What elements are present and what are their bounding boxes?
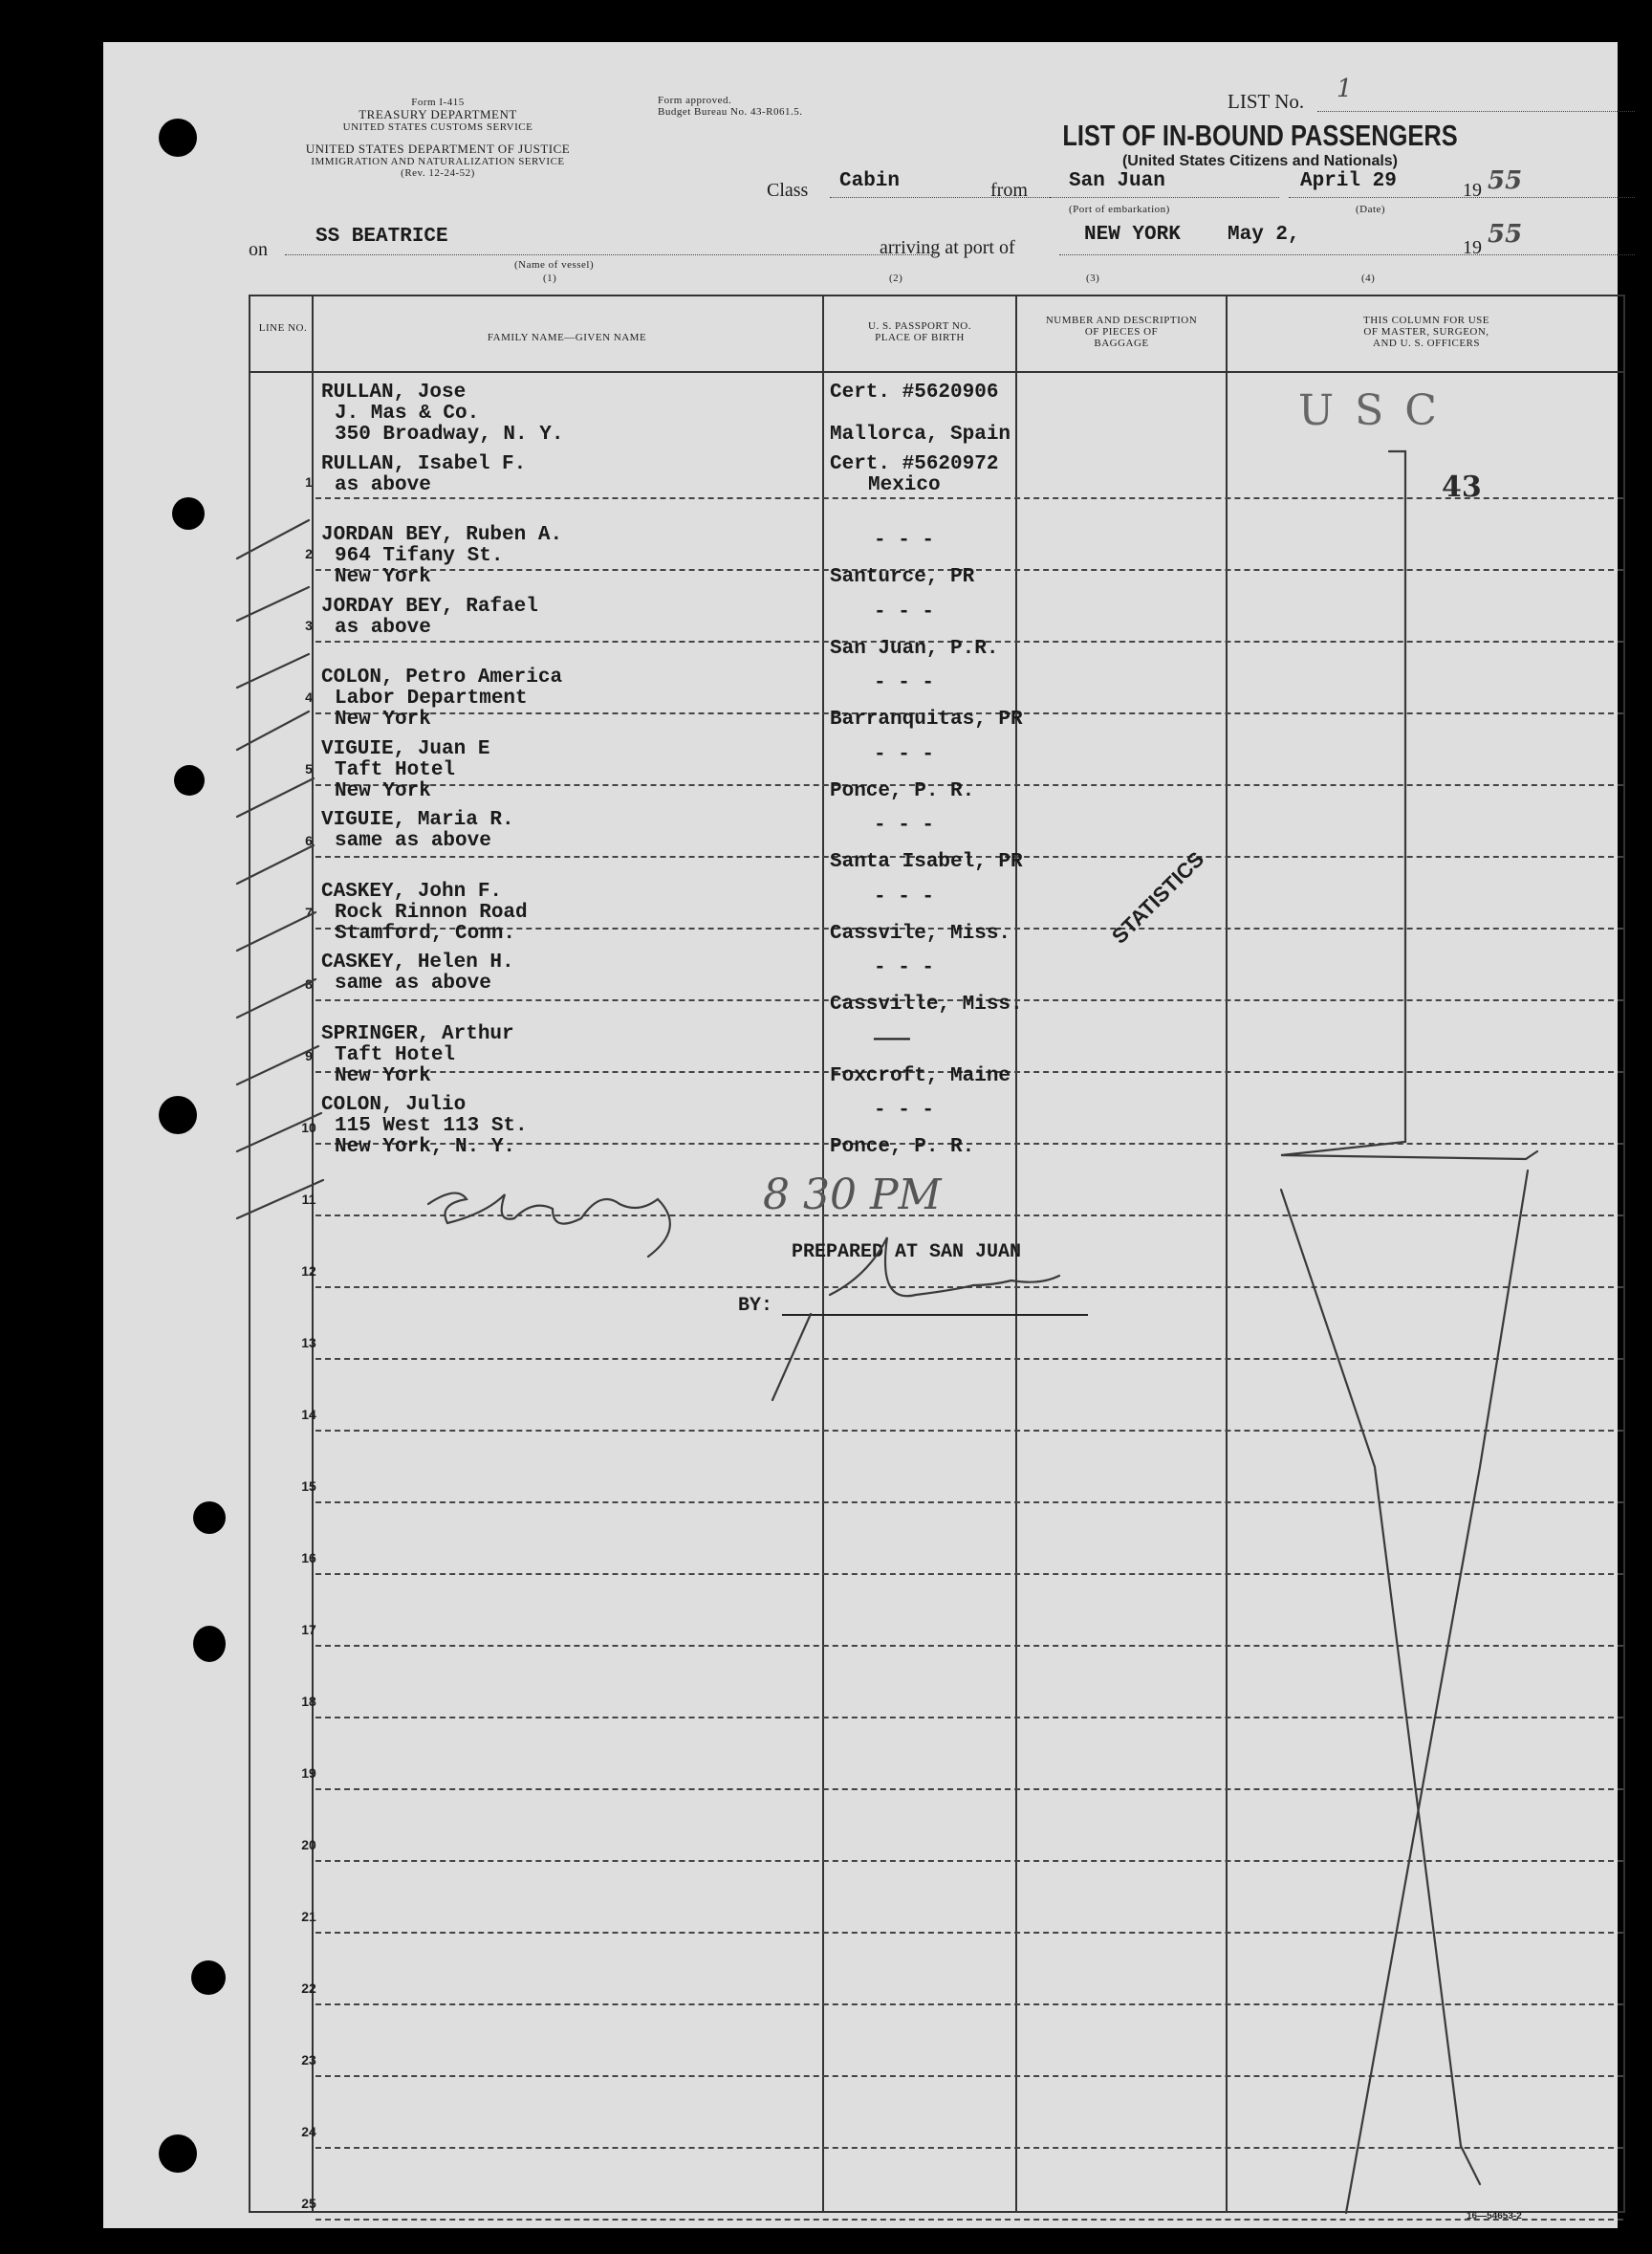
embarkation-year: 55 xyxy=(1488,166,1523,195)
by-label: BY: xyxy=(738,1295,773,1317)
arrival-year-prefix: 19 xyxy=(1463,237,1482,258)
place-of-birth: Santurce, PR xyxy=(830,566,975,588)
place-of-birth: San Juan, P.R. xyxy=(830,637,999,660)
col-header-baggage-3: BAGGAGE xyxy=(1094,338,1149,349)
col1-note: (1) xyxy=(543,273,557,284)
passenger-address-line-1: as above xyxy=(335,473,431,496)
col-header-birth: PLACE OF BIRTH xyxy=(875,332,965,343)
passenger-address-line-1: Taft Hotel xyxy=(335,1043,456,1066)
passenger-address-line-1: Rock Rinnon Road xyxy=(335,901,528,924)
col-header-line-no: LINE NO. xyxy=(258,322,308,334)
customs-label: UNITED STATES CUSTOMS SERVICE xyxy=(342,121,533,133)
passenger-address-line-1: as above xyxy=(335,616,431,639)
passenger-name: VIGUIE, Maria R. xyxy=(321,809,514,831)
treasury-label: TREASURY DEPARTMENT xyxy=(359,107,517,121)
passenger-address-line-1: Taft Hotel xyxy=(335,758,456,781)
line-number: 25 xyxy=(301,2196,316,2211)
arrival-date: May 2, xyxy=(1228,224,1300,246)
line-number: 12 xyxy=(301,1263,316,1279)
passport-number: - - - xyxy=(874,743,935,766)
arriving-label: arriving at port of xyxy=(880,237,1015,258)
passenger-address-line-2: New York xyxy=(335,1064,431,1087)
passport-number: - - - xyxy=(874,957,935,979)
passenger-address-line-1: Labor Department xyxy=(335,688,528,710)
line-number: 13 xyxy=(301,1335,316,1350)
punch-hole xyxy=(174,765,205,796)
line-number: 22 xyxy=(301,1980,316,1996)
form-number: Form I-415 xyxy=(411,97,465,108)
from-label: from xyxy=(990,180,1028,201)
page-title: LIST OF IN-BOUND PASSENGERS xyxy=(1062,119,1458,152)
place-of-birth: Mallorca, Spain xyxy=(830,424,1011,446)
place-of-birth: Foxcroft, Maine xyxy=(830,1064,1011,1087)
punch-hole xyxy=(159,1096,197,1134)
bracket-mark xyxy=(1281,451,1537,1159)
col3-note: (3) xyxy=(1086,273,1100,284)
line-number: 1 xyxy=(305,474,313,490)
line-number: 3 xyxy=(305,618,313,633)
line-number: 23 xyxy=(301,2052,316,2068)
passenger-name: CASKEY, John F. xyxy=(321,880,503,903)
passenger-name: SPRINGER, Arthur xyxy=(321,1022,514,1045)
passenger-address-line-1: same as above xyxy=(335,830,491,852)
passenger-address-line-1: 115 West 113 St. xyxy=(335,1115,528,1137)
line-number: 5 xyxy=(305,761,313,777)
line-number: 14 xyxy=(301,1407,316,1422)
passenger-name: RULLAN, Isabel F. xyxy=(321,452,527,475)
punch-hole xyxy=(193,1501,226,1534)
line-number: 15 xyxy=(301,1478,316,1494)
passenger-name: JORDAY BEY, Rafael xyxy=(321,595,538,618)
class-label: Class xyxy=(767,180,809,201)
col-header-officers-1: THIS COLUMN FOR USE xyxy=(1362,315,1490,326)
passport-number: ——— xyxy=(874,1028,910,1051)
passenger-address-line-1: same as above xyxy=(335,973,491,995)
line-number: 8 xyxy=(305,976,313,992)
punch-hole xyxy=(191,1960,226,1995)
doj-label: UNITED STATES DEPARTMENT OF JUSTICE xyxy=(305,142,571,156)
passport-number: - - - xyxy=(874,530,935,552)
place-of-birth: Ponce, P. R. xyxy=(830,779,975,802)
passport-number: - - - xyxy=(874,886,935,908)
port-embarkation-note: (Port of embarkation) xyxy=(1069,204,1170,215)
prepared-at-label: PREPARED AT SAN JUAN xyxy=(792,1241,1022,1263)
vessel-name: SS BEATRICE xyxy=(315,226,448,248)
passenger-address-line-1: J. Mas & Co. xyxy=(335,403,480,425)
passenger-name: COLON, Petro America xyxy=(321,667,563,689)
passenger-name: JORDAN BEY, Ruben A. xyxy=(321,524,563,546)
embarkation-port: San Juan xyxy=(1069,170,1165,192)
line-number: 10 xyxy=(301,1120,316,1135)
on-label: on xyxy=(249,239,268,260)
line-number: 20 xyxy=(301,1837,316,1852)
line-number: 2 xyxy=(305,546,313,561)
line-number: 6 xyxy=(305,833,313,848)
time-annotation: 8 30 PM xyxy=(763,1171,942,1219)
place-of-birth: Barranquitas, PR xyxy=(830,709,1023,731)
passport-number: - - - xyxy=(874,815,935,837)
line-number: 17 xyxy=(301,1622,316,1637)
signature-scrawl-1 xyxy=(428,1193,670,1257)
tally-marks xyxy=(237,520,323,1218)
passenger-name: VIGUIE, Juan E xyxy=(321,737,490,760)
line-number: 18 xyxy=(301,1694,316,1709)
revision-label: (Rev. 12-24-52) xyxy=(401,167,475,179)
col4-note: (4) xyxy=(1361,273,1376,284)
line-number: 11 xyxy=(301,1192,316,1207)
place-of-birth: Cassville, Miss. xyxy=(830,994,1023,1016)
ins-label: IMMIGRATION AND NATURALIZATION SERVICE xyxy=(311,156,565,167)
passenger-address-line-2: New York, N. Y. xyxy=(335,1136,516,1158)
col-header-passport: U. S. PASSPORT NO. xyxy=(868,320,971,332)
usc-annotation: USC xyxy=(1298,386,1458,435)
passenger-address-line-1: 964 Tifany St. xyxy=(335,545,504,567)
line-number: 7 xyxy=(305,905,313,920)
passport-number: - - - xyxy=(874,1100,935,1122)
arrival-year: 55 xyxy=(1488,220,1523,249)
embarkation-date: April 29 xyxy=(1300,170,1397,192)
line-number: 21 xyxy=(301,1909,316,1924)
line-number: 24 xyxy=(301,2124,316,2139)
place-of-birth: Santa Isabel, PR xyxy=(830,851,1023,873)
cross-stroke-left xyxy=(1281,1190,1461,2146)
passenger-name: CASKEY, Helen H. xyxy=(321,952,514,974)
passenger-name: COLON, Julio xyxy=(321,1094,467,1116)
passport-number: - - - xyxy=(874,601,935,624)
budget-bureau-line: Budget Bureau No. 43-R061.5. xyxy=(658,106,803,118)
list-no-label: LIST No. xyxy=(1228,90,1305,113)
col2-note: (2) xyxy=(889,273,903,284)
signature-scrawl-2 xyxy=(772,1237,1059,1400)
year-prefix: 19 xyxy=(1463,180,1482,201)
passenger-address-line-2: Stamford, Conn. xyxy=(335,922,516,945)
col-header-officers-3: AND U. S. OFFICERS xyxy=(1373,338,1480,349)
class-value: Cabin xyxy=(839,170,901,192)
cross-stroke-right xyxy=(1346,1171,1528,2213)
vessel-note: (Name of vessel) xyxy=(514,259,595,271)
passenger-address-line-2: 350 Broadway, N. Y. xyxy=(335,424,564,446)
count-annotation: 43 xyxy=(1442,470,1482,504)
col-header-officers-2: OF MASTER, SURGEON, xyxy=(1363,326,1489,338)
passport-number: Cert. #5620972 xyxy=(830,452,999,475)
place-of-birth: Ponce, P. R. xyxy=(830,1136,975,1158)
arrival-port: NEW YORK xyxy=(1084,224,1181,246)
punch-hole xyxy=(159,2134,197,2173)
line-number: 19 xyxy=(301,1765,316,1781)
line-number: 9 xyxy=(305,1048,313,1063)
footer-code: 16—54653-2 xyxy=(1467,2211,1522,2221)
line-number: 4 xyxy=(305,689,313,705)
punch-hole xyxy=(159,119,197,157)
col-header-baggage-1: NUMBER AND DESCRIPTION xyxy=(1045,315,1198,326)
passenger-name: RULLAN, Jose xyxy=(321,382,467,404)
date-note: (Date) xyxy=(1356,204,1386,215)
col-header-name: FAMILY NAME—GIVEN NAME xyxy=(487,332,647,343)
passenger-address-line-2: New York xyxy=(335,779,431,802)
place-of-birth: Mexico xyxy=(868,473,941,496)
place-of-birth: Cassvile, Miss. xyxy=(830,922,1011,945)
passport-number: Cert. #5620906 xyxy=(830,382,999,404)
cross-tail xyxy=(1461,2146,1480,2184)
handwriting-overlay xyxy=(103,42,1618,2228)
passenger-address-line-2: New York xyxy=(335,566,431,588)
punch-hole xyxy=(172,497,205,530)
statistics-stamp: STATISTICS xyxy=(1107,846,1209,949)
passport-number: - - - xyxy=(874,672,935,694)
manifest-page xyxy=(103,42,1618,2228)
passenger-address-line-2: New York xyxy=(335,709,431,731)
punch-hole xyxy=(193,1626,226,1662)
page-subtitle: (United States Citizens and Nationals) xyxy=(1121,153,1399,169)
line-number: 16 xyxy=(301,1550,316,1565)
col-header-baggage-2: OF PIECES OF xyxy=(1084,326,1159,338)
list-no-value: 1 xyxy=(1337,75,1353,103)
approval-line: Form approved. xyxy=(658,95,732,106)
